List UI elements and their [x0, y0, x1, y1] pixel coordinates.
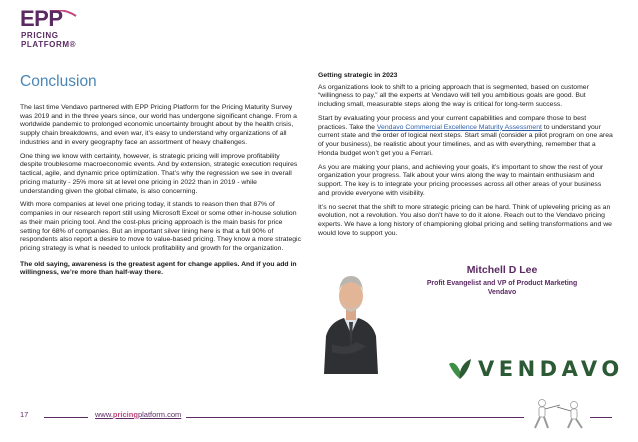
- right-paragraph-4: It’s no secret that the shift to more strategic pricing can be hard. Think of upleveling pricing as an evolution, not a revolution. You also don’t have to do it alone. Reach out to the Vendavo pricing experts. We have a long history of championing global pricing and selling transformations and we would love to support you.: [318, 203, 612, 237]
- page-title: Conclusion: [20, 73, 97, 90]
- person-name: Mitchell D Lee: [466, 264, 538, 276]
- footer-url-suffix: platform.com: [137, 410, 182, 419]
- left-paragraph-1: The last time Vendavo partnered with EPP Pricing Platform for the Pricing Maturity Survey was 2019 and in the three years since, our world has undergone significant change. From a worldwide pandemic to prolonged economic uncertainty brought about by the health crisis, supply chain breakdowns, and even war, it’s easy to understand why organizations of all industries and in every geography face an assortment of heavy challenges.: [20, 104, 297, 146]
- logo-wordmark: EPP: [20, 6, 63, 31]
- portrait-photo: [320, 258, 382, 374]
- footer-rule-end: [590, 417, 612, 418]
- person-role: [408, 279, 596, 297]
- person-company: Vendavo: [487, 289, 517, 296]
- right-paragraph-1: As organizations look to shift to a pricing approach that is segmented, based on customer “willingness to pay,” all the experts at Vendavo will tell you ambitious goals are good. But including small, measurable steps along the way is critical for long-term success.: [318, 83, 589, 109]
- footer-url-prefix: www.: [95, 410, 113, 419]
- vendavo-logo: [448, 356, 624, 382]
- right-paragraph-2-after: to understand your current state and the order of logical next steps. Start small (consider a pilot program on one area of your business), be realistic about your timelines, and as with everything, remember that a Honda budget won’t get you a Ferrari.: [318, 123, 613, 157]
- left-paragraph-2: One thing we know with certainty, however, is strategic pricing will improve profitability despite troublesome macroeconomic events. And by extension, strategic execution requires tactical, agile, and dynamic price optimization. That’s why the regression we see in overall pricing maturity - 25% more sit at level one pricing in 2022 than in 2019 - while understanding given the global climate, is also concerning.: [20, 152, 298, 195]
- footer-rule: [44, 417, 88, 418]
- fencers-illustration-icon: [526, 398, 590, 430]
- right-paragraph-3: As you are making your plans, and achieving your goals, it’s important to show the rest of your organization your progress. Talk about your wins along the way to maintain enthusiasm and support. The key is to integrate your pricing processes across all other areas of your business and provide everyone with visibility.: [318, 163, 604, 197]
- person-title: Profit Evangelist and VP of Product Marketing: [426, 280, 578, 287]
- section-heading: Getting strategic in 2023: [318, 72, 398, 79]
- page-number: 17: [20, 410, 29, 419]
- vendavo-wordmark: VENDAVO: [478, 357, 624, 381]
- vendavo-mark-icon: [448, 358, 472, 380]
- logo-line-pricing: PRICING: [21, 31, 59, 40]
- closing-quote: The old saying, awareness is the greatest agent for change applies. And if you add in willingness, we’re more than half-way there.: [20, 260, 297, 277]
- left-paragraph-3: With more companies at level one pricing today, it stands to reason then that 87% of companies in our research report still using Microsoft Excel or some other in-house solution as their main pricing tool. And the cost-plus pricing approach is the main basis for price setting for 68% of companies. But an important silver lining here is that a full 90% of respondents also report a desire to move to value-based pricing. They know a more strategic pricing strategy is what is needed to unlock profitability and growth for the organization.: [20, 201, 301, 252]
- right-paragraph-2-before: Start by evaluating your process and your current capabilities and compare those to best practices. Take the: [318, 115, 587, 131]
- logo-line-platform: PLATFORM®: [21, 40, 77, 49]
- right-paragraph-2: [318, 115, 614, 159]
- maturity-assessment-link[interactable]: Vendavo Commercial Excellence Maturity Assessment: [376, 123, 542, 131]
- right-column: [318, 72, 614, 244]
- epp-logo: [20, 8, 110, 54]
- footer-rule-long: [186, 417, 524, 418]
- left-column: [20, 104, 302, 283]
- footer-website-link[interactable]: [95, 410, 181, 419]
- footer-url-bold: pricing: [112, 410, 138, 419]
- page-footer: [0, 404, 638, 434]
